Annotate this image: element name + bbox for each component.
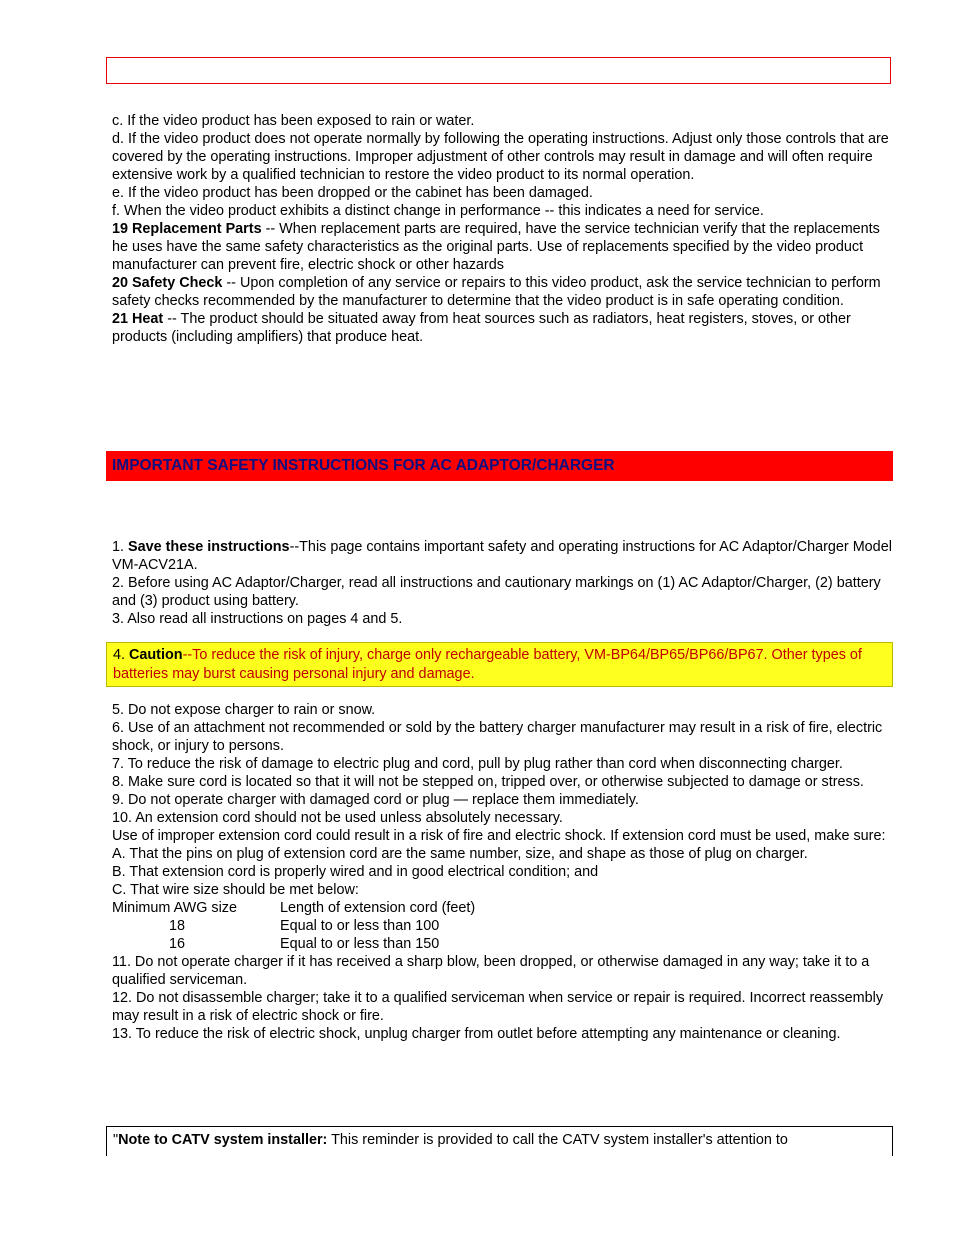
service-item-e: e. If the video product has been dropped or the cabinet has been damaged.	[112, 185, 593, 201]
length-value: Equal to or less than 100	[280, 918, 440, 934]
length-value: Equal to or less than 150	[280, 936, 440, 952]
service-item-c: c. If the video product has been exposed to rain or water.	[112, 113, 475, 129]
safety-check-item	[112, 274, 892, 310]
item-13: 13. To reduce the risk of electric shock, unplug charger from outlet before attempting any maintenance or cleaning.	[112, 1026, 841, 1042]
adaptor-intro	[112, 538, 892, 628]
extension-cord-intro: Use of improper extension cord could result in a risk of fire and electric shock. If extension cord must be used, make sure:	[112, 828, 886, 844]
item-9: 9. Do not operate charger with damaged cord or plug — replace them immediately.	[112, 792, 639, 808]
catv-note-box	[106, 1126, 893, 1156]
item-11: 11. Do not operate charger if it has received a sharp blow, been dropped, or otherwise damaged in any way; take it to a qualified serviceman.	[112, 954, 870, 988]
extension-point-c: C. That wire size should be met below:	[112, 882, 359, 898]
awg-header: Minimum AWG size	[112, 900, 237, 916]
section-banner: IMPORTANT SAFETY INSTRUCTIONS FOR AC ADAPTOR/CHARGER	[106, 451, 893, 481]
heat-title: 21 Heat	[112, 311, 164, 327]
caution-title: Caution	[129, 647, 183, 663]
adaptor-item-1-title: Save these instructions	[128, 539, 290, 555]
item-12: 12. Do not disassemble charger; take it to a qualified serviceman when service or repair is required. Incorrect reassembly may result in a risk of electric shock or fire.	[112, 990, 884, 1024]
adaptor-item-1	[112, 538, 892, 574]
caution-box	[106, 642, 893, 687]
service-item-d: d. If the video product does not operate normally by following the operating instructions. Adjust only those controls that are covered by the operating instructions. Improper adjustment of other controls may result in damage and will often require extensive work by a qualified technician to restore the video product to its normal operation.	[112, 131, 889, 183]
item-6: 6. Use of an attachment not recommended or sold by the battery charger manufacturer may result in a risk of fire, electric shock, or injury to persons.	[112, 720, 883, 754]
adaptor-item-3: 3. Also read all instructions on pages 4 and 5.	[112, 611, 403, 627]
extension-point-b: B. That extension cord is properly wired and in good electrical condition; and	[112, 864, 599, 880]
length-header: Length of extension cord (feet)	[280, 900, 476, 916]
awg-value: 18	[169, 918, 186, 934]
caution-text: --To reduce the risk of injury, charge only rechargeable battery, VM-BP64/BP65/BP66/BP67. Other types of batteries may burst causing personal injury and damage.	[113, 647, 862, 682]
heat-text: -- The product should be situated away from heat sources such as radiators, heat registers, stoves, or other products (including amplifiers) that produce heat.	[112, 311, 851, 345]
item-8: 8. Make sure cord is located so that it will not be stepped on, tripped over, or otherwise subjected to damage or stress.	[112, 774, 864, 790]
wire-size-row	[112, 935, 892, 953]
item-5: 5. Do not expose charger to rain or snow.	[112, 702, 376, 718]
replacement-parts-title: 19 Replacement Parts	[112, 221, 262, 237]
service-item-f: f. When the video product exhibits a distinct change in performance -- this indicates a need for service.	[112, 203, 764, 219]
caution-number: 4.	[113, 647, 129, 663]
wire-size-row	[112, 917, 892, 935]
note-quote: "	[113, 1132, 119, 1148]
charger-instructions	[112, 701, 892, 1043]
item-10: 10. An extension cord should not be used unless absolutely necessary.	[112, 810, 563, 826]
replacement-parts-item	[112, 220, 892, 274]
header-frame	[106, 57, 891, 84]
extension-point-a: A. That the pins on plug of extension cord are the same number, size, and shape as those of plug on charger.	[112, 846, 808, 862]
adaptor-item-1-number: 1.	[112, 539, 128, 555]
adaptor-item-1-text: --This page contains important safety and operating instructions for AC Adaptor/Charger Model VM-ACV21A.	[112, 539, 892, 573]
adaptor-item-2: 2. Before using AC Adaptor/Charger, read all instructions and cautionary markings on (1) AC Adaptor/Charger, (2) battery and (3) product using battery.	[112, 575, 881, 609]
awg-value: 16	[169, 936, 186, 952]
safety-check-text: -- Upon completion of any service or repairs to this video product, ask the service technician to perform safety checks recommended by the manufacturer to determine that the video product is in safe operating condition.	[112, 275, 881, 309]
wire-size-header	[112, 899, 892, 917]
replacement-parts-text: -- When replacement parts are required, have the service technician verify that the replacements he uses have the same safety characteristics as the original parts. Use of replacements specified by the video product manufacturer can prevent fire, electric shock or other hazards	[112, 221, 880, 273]
service-section	[112, 112, 892, 346]
item-7: 7. To reduce the risk of damage to electric plug and cord, pull by plug rather than cord when disconnecting charger.	[112, 756, 843, 772]
note-text: This reminder is provided to call the CATV system installer's attention to	[327, 1132, 788, 1148]
heat-item	[112, 310, 892, 346]
safety-check-title: 20 Safety Check	[112, 275, 223, 291]
note-title: Note to CATV system installer:	[118, 1132, 328, 1148]
